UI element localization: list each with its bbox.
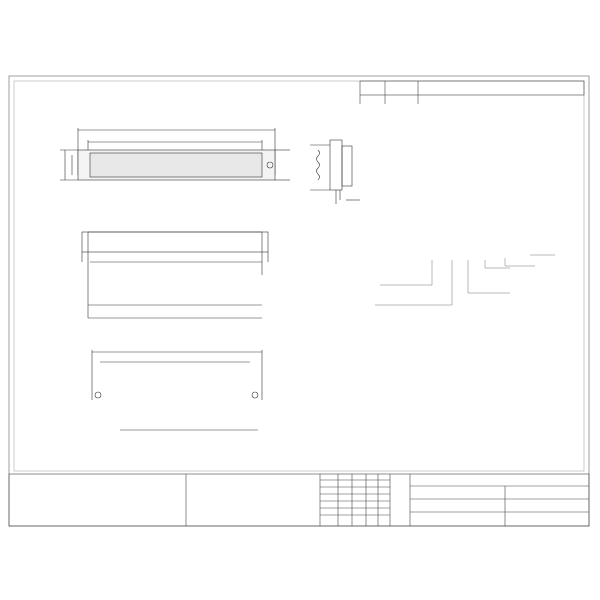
inner-border [14,81,584,471]
front-view-drawing [82,232,268,318]
revision-header [360,81,584,104]
pcb-layout-drawing [92,350,262,400]
outer-border [9,76,589,526]
title-block [9,474,589,526]
top-view-drawing [60,128,290,180]
part-code-leaders [375,255,555,305]
side-view-drawing [310,140,360,204]
